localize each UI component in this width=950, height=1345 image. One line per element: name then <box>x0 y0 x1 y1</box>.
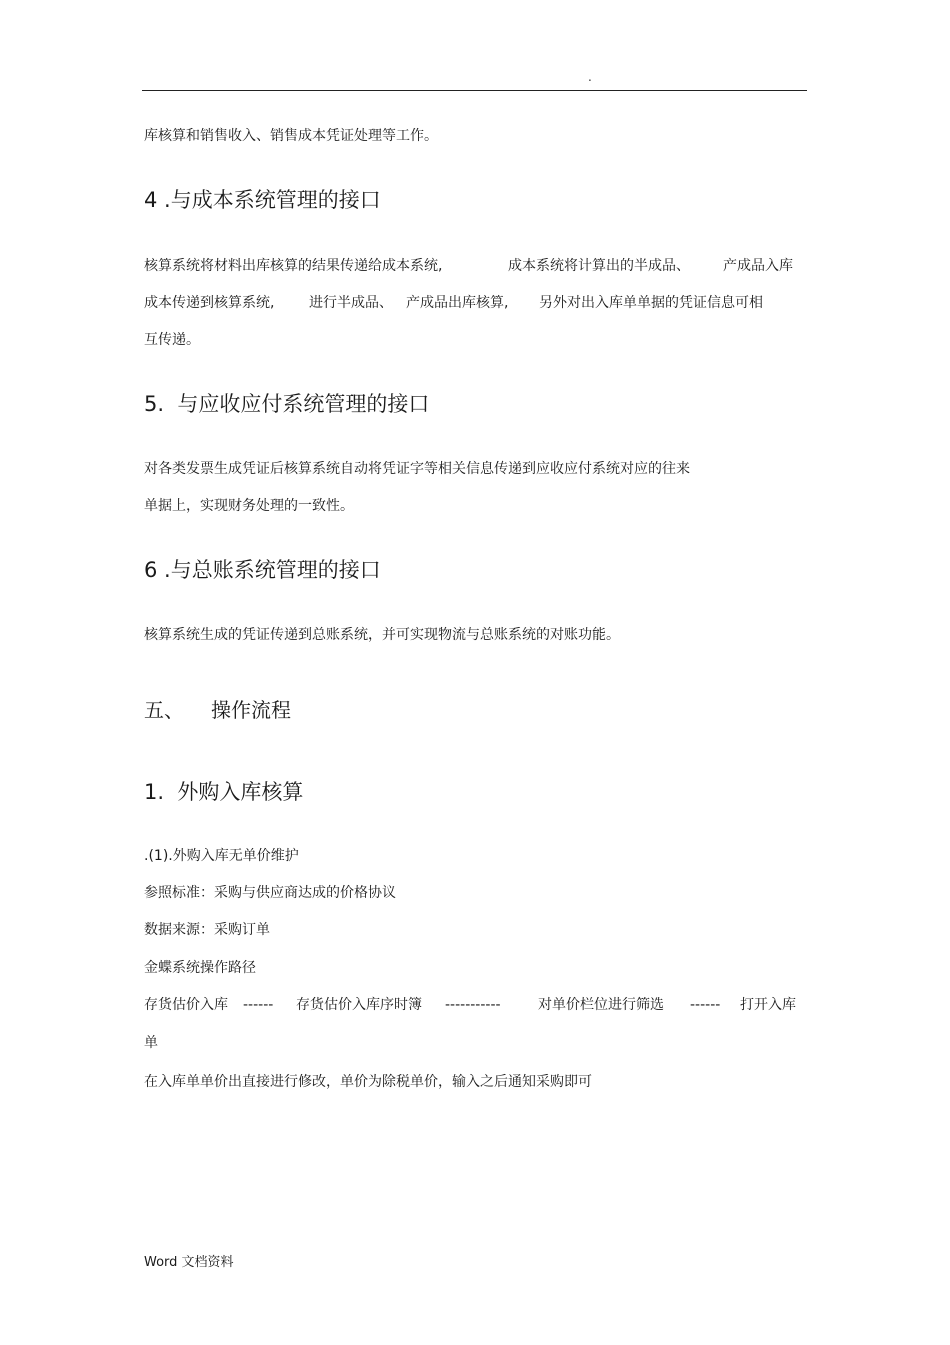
path-separator: ------ <box>690 997 721 1013</box>
paragraph-text: 对各类发票生成凭证后核算系统自动将凭证字等相关信息传递到应收应付系统对应的往来 <box>144 461 690 477</box>
path-step: 打开入库 <box>740 997 796 1013</box>
list-item: 数据来源：采购订单 <box>144 922 270 938</box>
path-separator: ----------- <box>445 997 501 1013</box>
path-step: 单 <box>144 1035 158 1051</box>
paragraph-text: 成本传递到核算系统, <box>144 295 275 311</box>
heading-cost-interface: 4 .与成本系统管理的接口 <box>144 188 381 212</box>
paragraph-text: 单据上，实现财务处理的一致性。 <box>144 498 354 514</box>
paragraph-text: 进行半成品、 <box>309 295 393 311</box>
paragraph-text: 产成品入库 <box>723 258 793 274</box>
section-number: 五、 <box>144 698 184 722</box>
path-step: 存货估价入库序时簿 <box>296 997 422 1013</box>
paragraph-continuation: 库核算和销售收入、销售成本凭证处理等工作。 <box>144 128 438 144</box>
heading-purchase-inbound: 1. 外购入库核算 <box>144 780 304 804</box>
path-step: 存货估价入库 <box>144 997 228 1013</box>
heading-ar-ap-interface: 5. 与应收应付系统管理的接口 <box>144 392 430 416</box>
list-item: 在入库单单价出直接进行修改，单价为除税单价，输入之后通知采购即可 <box>144 1074 592 1090</box>
header-rule <box>142 90 807 91</box>
paragraph-text: 产成品出库核算, <box>406 295 509 311</box>
path-step: 对单价栏位进行筛选 <box>538 997 664 1013</box>
list-item: .(1).外购入库无单价维护 <box>144 848 299 864</box>
paragraph-text: 核算系统生成的凭证传递到总账系统，并可实现物流与总账系统的对账功能。 <box>144 627 620 643</box>
header-mark: . <box>588 70 592 84</box>
path-separator: ------ <box>243 997 274 1013</box>
paragraph-text: 成本系统将计算出的半成品、 <box>508 258 690 274</box>
paragraph-text: 核算系统将材料出库核算的结果传递给成本系统, <box>144 258 443 274</box>
heading-gl-interface: 6 .与总账系统管理的接口 <box>144 558 381 582</box>
footer-label: Word 文档资料 <box>144 1255 234 1270</box>
paragraph-text: 互传递。 <box>144 332 200 348</box>
list-item: 金蝶系统操作路径 <box>144 960 256 976</box>
paragraph-text: 另外对出入库单单据的凭证信息可相 <box>539 295 763 311</box>
section-title: 操作流程 <box>211 698 291 722</box>
list-item: 参照标准：采购与供应商达成的价格协议 <box>144 885 396 901</box>
